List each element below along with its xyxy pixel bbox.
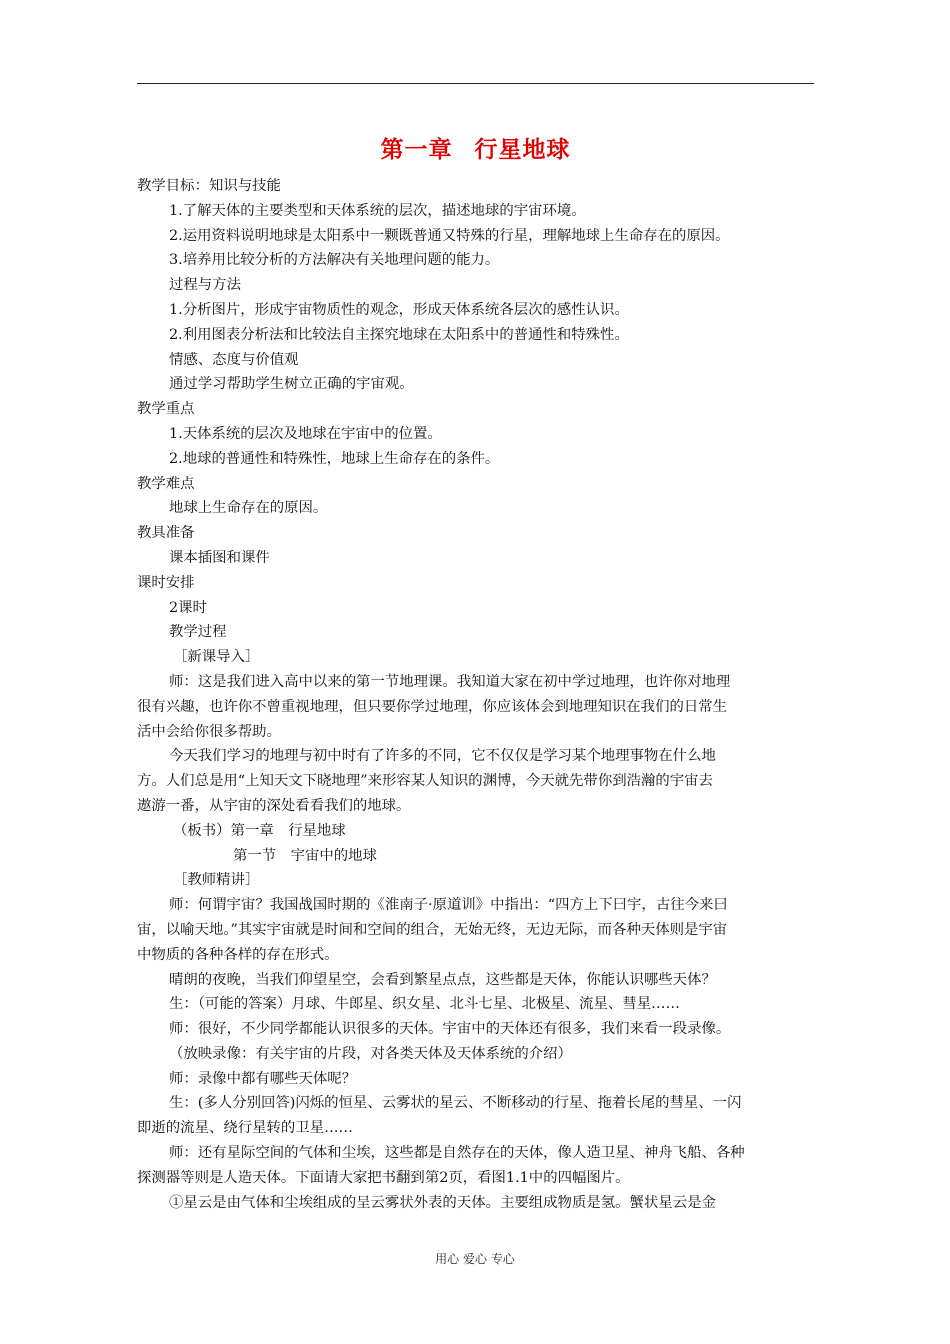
text-line: 过程与方法 [169, 277, 241, 294]
text-line: 1.分析图片，形成宇宙物质性的观念，形成天体系统各层次的感性认识。 [169, 301, 629, 318]
chapter-number: 第一章 [380, 137, 453, 163]
text-line: 2.地球的普通性和特殊性，地球上生命存在的条件。 [169, 450, 500, 467]
text-line: 2.利用图表分析法和比较法自主探究地球在太阳系中的普通性和特殊性。 [169, 326, 629, 343]
text-line: 探测器等则是人造天体。下面请大家把书翻到第2页，看图1.1中的四幅图片。 [137, 1169, 630, 1186]
text-line: 师：还有星际空间的气体和尘埃，这些都是自然存在的天体，像人造卫星、神舟飞船、各种 [169, 1145, 745, 1162]
text-line: ［新课导入］ [173, 649, 260, 666]
text-line: 方。人们总是用“上知天文下晓地理”来形容某人知识的渊博，今天就先带你到浩瀚的宇宙去 [137, 773, 713, 790]
text-line: 遨游一番，从宇宙的深处看看我们的地球。 [137, 797, 411, 814]
document-body [137, 174, 814, 1215]
text-line: （板书）第一章 行星地球 [173, 822, 346, 839]
text-line: 地球上生命存在的原因。 [169, 500, 328, 517]
text-line: 师：这是我们进入高中以来的第一节地理课。我知道大家在初中学过地理，也许你对地理 [169, 673, 731, 690]
text-line: 情感、态度与价值观 [169, 351, 299, 368]
chapter-title [137, 132, 814, 168]
text-line: 课时安排 [137, 574, 195, 591]
text-line: 宙，以喻天地。”其实宇宙就是时间和空间的组合，无始无终，无边无际，而各种天体则是宇宙 [137, 921, 728, 938]
text-line: 即逝的流星、绕行星转的卫星…… [137, 1120, 353, 1137]
text-line: ①星云是由气体和尘埃组成的呈云雾状外表的天体。主要组成物质是氢。蟹状星云是金 [169, 1194, 716, 1211]
text-line: 师：何谓宇宙？我国战国时期的《淮南子·原道训》中指出：“四方上下曰宇，古往今来曰 [169, 897, 728, 914]
header-rule [137, 83, 814, 84]
text-line: 1.了解天体的主要类型和天体系统的层次，描述地球的宇宙环境。 [169, 202, 586, 219]
text-line: 第一节 宇宙中的地球 [233, 847, 377, 864]
text-line: 教学目标：知识与技能 [137, 178, 281, 194]
text-line: 活中会给你很多帮助。 [137, 723, 281, 740]
text-line: 2课时 [169, 599, 207, 616]
text-line: 教学重点 [137, 401, 195, 418]
text-line: 晴朗的夜晚，当我们仰望星空，会看到繁星点点，这些都是天体，你能认识哪些天体？ [169, 971, 716, 988]
text-line: 3.培养用比较分析的方法解决有关地理问题的能力。 [169, 252, 500, 269]
text-line: 通过学习帮助学生树立正确的宇宙观。 [169, 376, 414, 393]
text-line: 教学过程 [169, 624, 227, 641]
text-line: 师：很好，不少同学都能认识很多的天体。宇宙中的天体还有很多，我们来看一段录像。 [169, 1021, 731, 1038]
chapter-name: 行星地球 [474, 137, 571, 163]
text-line: ［教师精讲］ [173, 872, 260, 889]
page-footer: 用心 爱心 专心 [435, 1252, 515, 1266]
text-line: 师：录像中都有哪些天体呢？ [169, 1070, 357, 1087]
text-line: 课本插图和课件 [169, 549, 270, 566]
text-line: 很有兴趣，也许你不曾重视地理，但只要你学过地理，你应该体会到地理知识在我们的日常生 [137, 698, 728, 715]
text-line: 中物质的各种各样的存在形式。 [137, 946, 339, 963]
text-line: （放映录像：有关宇宙的片段，对各类天体及天体系统的介绍） [169, 1045, 572, 1062]
text-line: 生：(多人分别回答)闪烁的恒星、云雾状的星云、不断移动的行星、拖着长尾的彗星、一闪 [169, 1095, 742, 1112]
text-line: 生：（可能的答案）月球、牛郎星、织女星、北斗七星、北极星、流星、彗星…… [169, 996, 680, 1013]
text-line: 教具准备 [137, 525, 195, 542]
text-line: 教学难点 [137, 475, 195, 492]
text-line: 今天我们学习的地理与初中时有了许多的不同，它不仅仅是学习某个地理事物在什么地 [169, 748, 716, 765]
text-line: 1.天体系统的层次及地球在宇宙中的位置。 [169, 425, 442, 442]
text-line: 2.运用资料说明地球是太阳系中一颗既普通又特殊的行星，理解地球上生命存在的原因。 [169, 227, 730, 244]
